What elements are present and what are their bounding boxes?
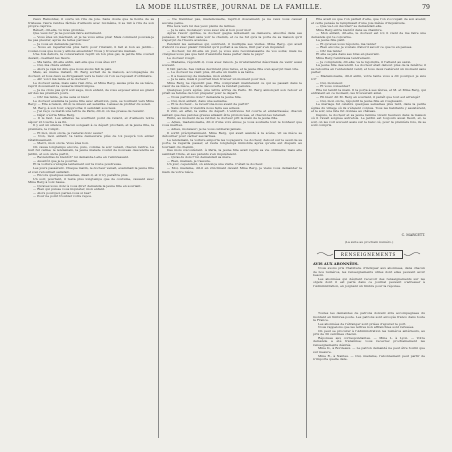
paragraph: — Sans doute; il viendra nous faire ses adieux. xyxy=(167,105,241,110)
continuation-note: (La suite au prochain numéro.) xyxy=(344,240,394,244)
paragraph: — Il a beaucoup de malades, mon enfant. xyxy=(167,73,232,78)
paragraph: Elle lui tendit la main. Il la porta à ses lèvres, et M. et Mme Berg, qui entraient en ce moment, les trouvèrent ainsi. xyxy=(311,87,426,96)
running-title: LA MODE ILLUSTRÉE, JOURNAL DE LA FAMILLE. xyxy=(135,4,323,11)
paragraph: Un soir, pourtant, il resta plus longtemps que de coutume, causant avec Mme Berg à voix basse. xyxy=(28,176,154,185)
paragraph: — Oui, mon enfant, dans une semaine. xyxy=(167,98,228,103)
paragraph: Les abonnées qui désirent recevoir des renseignements sur les objets dont il est parlé dans ce journal peuvent s'adresser à l'Administration, en joignant un timbre pour la réponse. xyxy=(313,276,425,288)
paragraph: Nous avons pris l'habitude d'indiquer aux abonnées, dans chacun de nos numéros, les renseignements utiles dont elles peuvent avoir besoin. xyxy=(313,267,425,278)
paragraph: La jeune fille descendit. Le docteur était debout près de la fenêtre; il se retourna en l'entendant venir, et tous deux restèrent un moment sans parler. xyxy=(311,63,426,75)
paragraph: — Oui, mon oncle, répondit la jeune fille en rougissant. xyxy=(316,98,403,103)
paragraph: — Merci, mon oncle. Vous êtes bon. xyxy=(33,141,90,146)
paragraph: Le docteur salua, mais sans rien dire, et Mme Berg, assise près de sa nièce, reprit doucement la causerie interrompue. xyxy=(28,80,154,89)
paragraph: Et la voiture s'éloigna lentement sur la route poudreuse. xyxy=(33,162,122,167)
paragraph: — Non, mon enfant; ta tante demeurera près de toi jusqu'à ton entier rétablissement. xyxy=(28,134,154,142)
paragraph: Une fois dehors, la conversation reprit un ton plus gai, la petite fille courait devant, cueillant les fleurs. xyxy=(28,52,154,61)
paragraph: Elle avait su que l'on parlait d'elle, que l'on s'occupait de son avenir, et cette pensée la remplissait d'une joie mêlée d'inquiétude. xyxy=(311,18,426,25)
text-column-2 xyxy=(162,18,302,438)
paragraph: La jeune fille pâlit. xyxy=(316,38,346,43)
paragraph: Pendant les semaines qui suivirent, il multiplia ses visites. Mme Berg, qui avait d'abord vu avec plaisir l'intérêt qu'il portait à sa nièce, finit par s'en inquiéter. xyxy=(162,41,302,50)
paragraph: — Et vous consentez? xyxy=(316,84,351,89)
paragraph: Mme R., à Nantes. — Oui, madame, l'abonnement peut partir de n'importe quelle date. xyxy=(313,353,425,362)
paragraph: — Ne tremblez pas, mademoiselle, reprit-il doucement; je ne veux vous causer aucune peine. xyxy=(162,18,302,25)
paragraph: — Je ne crois pas qu'il soit sage, mon enfant, de vous exposer ainsi au grand air dès les premiers jours. xyxy=(28,87,154,96)
ornament-left-icon xyxy=(316,251,334,257)
paragraph: Elle leva vers lui des yeux pleins de larmes. xyxy=(167,24,236,29)
paragraph: — Oui, ma chère enfant. xyxy=(33,63,72,68)
paragraph: Il vint, en effet, la veille du départ. L'entrevue fut courte et embarrassée; chacun sentait que des paroles graves allaient être prononcées, et chacun les retenait. xyxy=(162,109,302,117)
paragraph: Il tint parole. Ses visites devinrent plus rares, et la jeune fille s'en aperçut bien vite. xyxy=(167,66,300,71)
paragraph: Il y eut un silence. Chacun songeait à ce départ prochain, et la jeune fille, la première, le rompit. xyxy=(28,123,154,131)
paragraph: — Rien qui puisse vous inquiéter, mon enfant. xyxy=(33,187,106,192)
paragraph: — Reviendras-tu bientôt? lui demanda-t-elle en l'embrassant. xyxy=(33,155,130,160)
paragraph: Depuis, le docteur et sa jeune femme vivent heureux dans la maison où il l'avait soignée autrefois. Le jardin est toujours aussi fleuri, et, le soir, on les voit souvent assis sur le banc où, pour la première fois, ils se sont compris. xyxy=(311,112,426,128)
paragraph: — Qu'as-tu donc? lui demandait sa mère. xyxy=(167,155,232,160)
paragraph: Des mois s'écoulèrent. À Paris, la jeune fille avait repris sa vie ordinaire; mais elle semblait triste, et ses parents s'en inquiétaient. xyxy=(162,148,302,156)
paragraph: — Encore quelques semaines, disait-il, et il n'y paraîtra plus. xyxy=(33,173,129,178)
paragraph: Les abonnées de l'étranger sont priées d'ajouter le port. xyxy=(318,321,407,326)
paragraph: rieux Ramontaz, il ouvre un rire de joie. Sans doute que la honte de sa tristesse l'aura rendue fâchée d'ailleurs avec lui-même, il se mit à rire de son propre caprice. xyxy=(28,18,154,29)
paragraph: Un jour, cependant, on annonça une visite. C'était le docteur. xyxy=(167,162,264,167)
paragraph: Mais, au même instant, M. Berg sortait de la maison, accompagnée du docteur, et tous deux se dirigeaient vers le banc où l'on se reposait d'ordinaire. xyxy=(28,70,154,78)
paragraph: — Alors pourquoi parlez-vous si bas? xyxy=(33,190,91,195)
paragraph: — Mademoiselle, dit-il enfin, votre tante vous a dit pourquoi je suis ici? xyxy=(311,73,426,82)
paragraph: Mme D., à Bordeaux. — Le patron demandé ne peut être fourni que sur mesure. xyxy=(313,346,425,355)
paragraph: — Mon enfant, dit-elle, le docteur est ici; il vient de me faire une demande qui te concerne. xyxy=(311,31,426,39)
paragraph: — Ma tante, dit-elle enfin, sait-elle que vous êtes ici? xyxy=(33,59,117,64)
paragraph: Quelques jours après, une lettre arriva de Paris. M. Berg annonçait son retour et priait sa femme de tout préparer pour le départ. xyxy=(162,87,302,96)
paragraph: — Docteur, lui dit-elle un jour, je vous suis reconnaissante de vos soins; mais ne craignez-vous pas que tant d'assiduité fasse parler dans le pays? xyxy=(162,48,302,57)
paragraph: — Je le sais, monsieur; vous avez été si bon pour moi! xyxy=(167,27,252,32)
correspondence-text xyxy=(313,312,425,438)
paragraph: Mme Berg l'embrassa tendrement. xyxy=(316,56,371,61)
page-number: 79 xyxy=(422,4,430,11)
paragraph: — Ah! voici ma tante et le docteur! xyxy=(33,77,88,82)
paragraph: Nous rappelons que les lettres non affranchies sont refusées. xyxy=(318,325,415,330)
paragraph: — Rien, maman, je t'assure. xyxy=(167,158,211,163)
paragraph: — Que va-t-on décider? se demandait-elle. xyxy=(316,24,383,29)
text-column-1 xyxy=(28,18,154,438)
paragraph: — Oh! ma tante, je me sens si bien! xyxy=(33,95,89,100)
paragraph: Mme Berg entra bientôt dans sa chambre. xyxy=(316,27,383,32)
paragraph: Réponses aux correspondantes. — Mme L. à Lyon. — Votre demande a été transmise; vous recevrez prochainement les renseignements désirés. xyxy=(313,335,425,347)
paragraph: Les jours passèrent. Chaque matin, le docteur venait, examinait la jeune fille et s'en retournait satisfait. xyxy=(28,165,154,174)
notice-heading: AVIS AUX ABONNÉES. xyxy=(313,262,359,266)
paragraph: Que veux-tu? Je ne pouvais faire autrement. xyxy=(33,31,103,36)
paragraph: Toutes les demandes de patrons doivent être accompagnées du montant en timbres-poste. Les patrons sont envoyés franco dans toute la France. xyxy=(313,312,425,323)
paragraph: — Alors je vais lui dire que nous avons fait la paix. xyxy=(33,66,113,71)
paragraph: — Et le docteur... le reverrons-nous avant de partir? xyxy=(167,102,249,107)
page-header xyxy=(28,3,430,16)
paragraph: — Nous partirons donc? demanda la jeune fille. xyxy=(167,95,242,100)
paragraph: — Rien encore; je voulais d'abord savoir ce que tu en penses. xyxy=(316,45,413,50)
column-divider xyxy=(158,18,159,438)
paragraph: Le mariage fut célébré quelques semaines plus tard, dans la petite église du village où ils s'étaient connus. Tous les habitants y assistèrent, et le soir, une fête fut donnée au château. xyxy=(311,102,426,114)
paragraph: — Et qu'avez-vous répondu, ma tante? xyxy=(316,41,377,46)
paragraph: M. Berg, à son tour, s'approcha; il semblait soucieux. xyxy=(33,105,117,110)
paragraph: — Madame, répondit-il, vous avez raison. Je m'abstiendrai désormais de venir aussi souvent. xyxy=(162,59,302,68)
paragraph: Il sortit précipitamment. Mme Berg, qui avait assisté à la scène, vit sa nièce se détourner pour cacher ses larmes. xyxy=(162,130,302,139)
paragraph: Le docteur examina la jeune fille avec attention, puis, se tournant vers Mme Berg: — Elle a raison, dit-il; le mieux est sensible. Laissez-la profiter du soleil. xyxy=(28,98,154,107)
paragraph: Enfin, au moment de se retirer, le docteur prit la main de la jeune fille. xyxy=(167,116,279,121)
paragraph: — J'ai reçu ce matin une lettre de Paris, dit-il; on me presse de revenir. xyxy=(33,109,145,114)
paragraph: — Je comprends, dit-elle; va le rejoindre, il t'attend au salon. xyxy=(316,59,412,64)
paragraph: Après l'avoir quittée, le docteur gagna lentement sa demeure, absorbé dans ses pensées. Il marchait sans voir le chemin, et ce ne fut qu'à la porte de sa maison qu'il s'aperçut de l'heure avancée. xyxy=(162,31,302,43)
ornament-right-icon xyxy=(403,251,421,257)
paragraph: — Je le sais, mais il pourrait bien trouver un moment pour moi. xyxy=(167,77,267,82)
paragraph: — Oh! ma tante! xyxy=(316,48,342,53)
paragraph: — Aussitôt que je le pourrai. xyxy=(33,158,78,163)
paragraph: Bébert, dit-elle, tu m'as grondée. xyxy=(33,27,85,32)
paragraph: — Déjà! s'écria Mme Berg. xyxy=(33,112,76,117)
notice-text xyxy=(313,267,425,311)
author-signature: C. MARCETT. xyxy=(401,233,425,237)
paragraph: — Je vous en demande pardon. xyxy=(33,41,82,46)
paragraph: Et elle se jeta dans ses bras en pleurant. xyxy=(316,52,380,57)
paragraph: — Vous êtes un méchant, et je ne vous aime plus! Mais comment pouvais-je ne pas pleurer, après de telles paroles? xyxy=(28,34,154,43)
column-divider xyxy=(306,18,307,438)
paragraph: Le docteur rougit. xyxy=(167,56,196,61)
paragraph: On peut se procurer à l'Administration les numéros antérieurs, au prix de 30 centimes chacun. xyxy=(313,328,425,337)
text-column-3 xyxy=(311,18,426,232)
paragraph: — Adieu, monsieur; je ne vous oublierai jamais. xyxy=(167,126,242,131)
paragraph: On causa longtemps encore, puis, comme le soir venait, chacun rentra. La nuit fut calme; le lendemain, la jeune malade voulut de nouveau descendre au jardin, et son oncle partit. xyxy=(28,144,154,156)
section-banner xyxy=(312,248,425,260)
paragraph: — Adieu, mademoiselle, dit-il d'une voix émue; je vous souhaite tout le bonheur que vous méritez. xyxy=(162,119,302,128)
paragraph: — Pour ne point troubler votre repos. xyxy=(33,194,92,199)
paragraph: — Oui, monsieur. xyxy=(316,80,343,85)
paragraph: — Le docteur ne vient plus, dit-elle un matin à sa tante. xyxy=(167,70,255,75)
paragraph: — Nous en reparlerons plus tard; pour l'instant, il fait si bon au jardin... voulez-vous que nous y allions ensemble? Nous y trouverons maman. xyxy=(28,45,154,53)
paragraph: — Eh bien! dit M. Berg en souriant, il paraît que tout est arrangé? xyxy=(316,95,421,100)
paragraph: Mme Berg ne répondit pas. Elle comprenait maintenant ce qui se passait dans le cœur de sa nièce, et cette découverte la rendait pensive. xyxy=(162,80,302,89)
section-title: RENSEIGNEMENTS xyxy=(334,250,403,259)
paragraph: — Il le faut. Les affaires ne souffrent point de retard, et d'ailleurs notre séjour ici touche à sa fin. xyxy=(28,116,154,124)
paragraph: — Qu'avez-vous donc à vous dire? demanda la jeune fille en souriant. xyxy=(33,183,142,188)
paragraph: — Moi, madame, dit-il en s'inclinant devant Mme Berg, je viens vous demander la main de votre nièce. xyxy=(162,165,302,174)
paragraph: Le lendemain, la voiture emporta les voyageurs. Le docteur, debout sur le seuil de sa porte, la regarda passer, et resta longtemps immobile après qu'elle eut disparu au tournant du chemin. xyxy=(162,137,302,149)
paragraph: — Et moi, mon oncle, je resterai donc seule? xyxy=(33,130,103,135)
